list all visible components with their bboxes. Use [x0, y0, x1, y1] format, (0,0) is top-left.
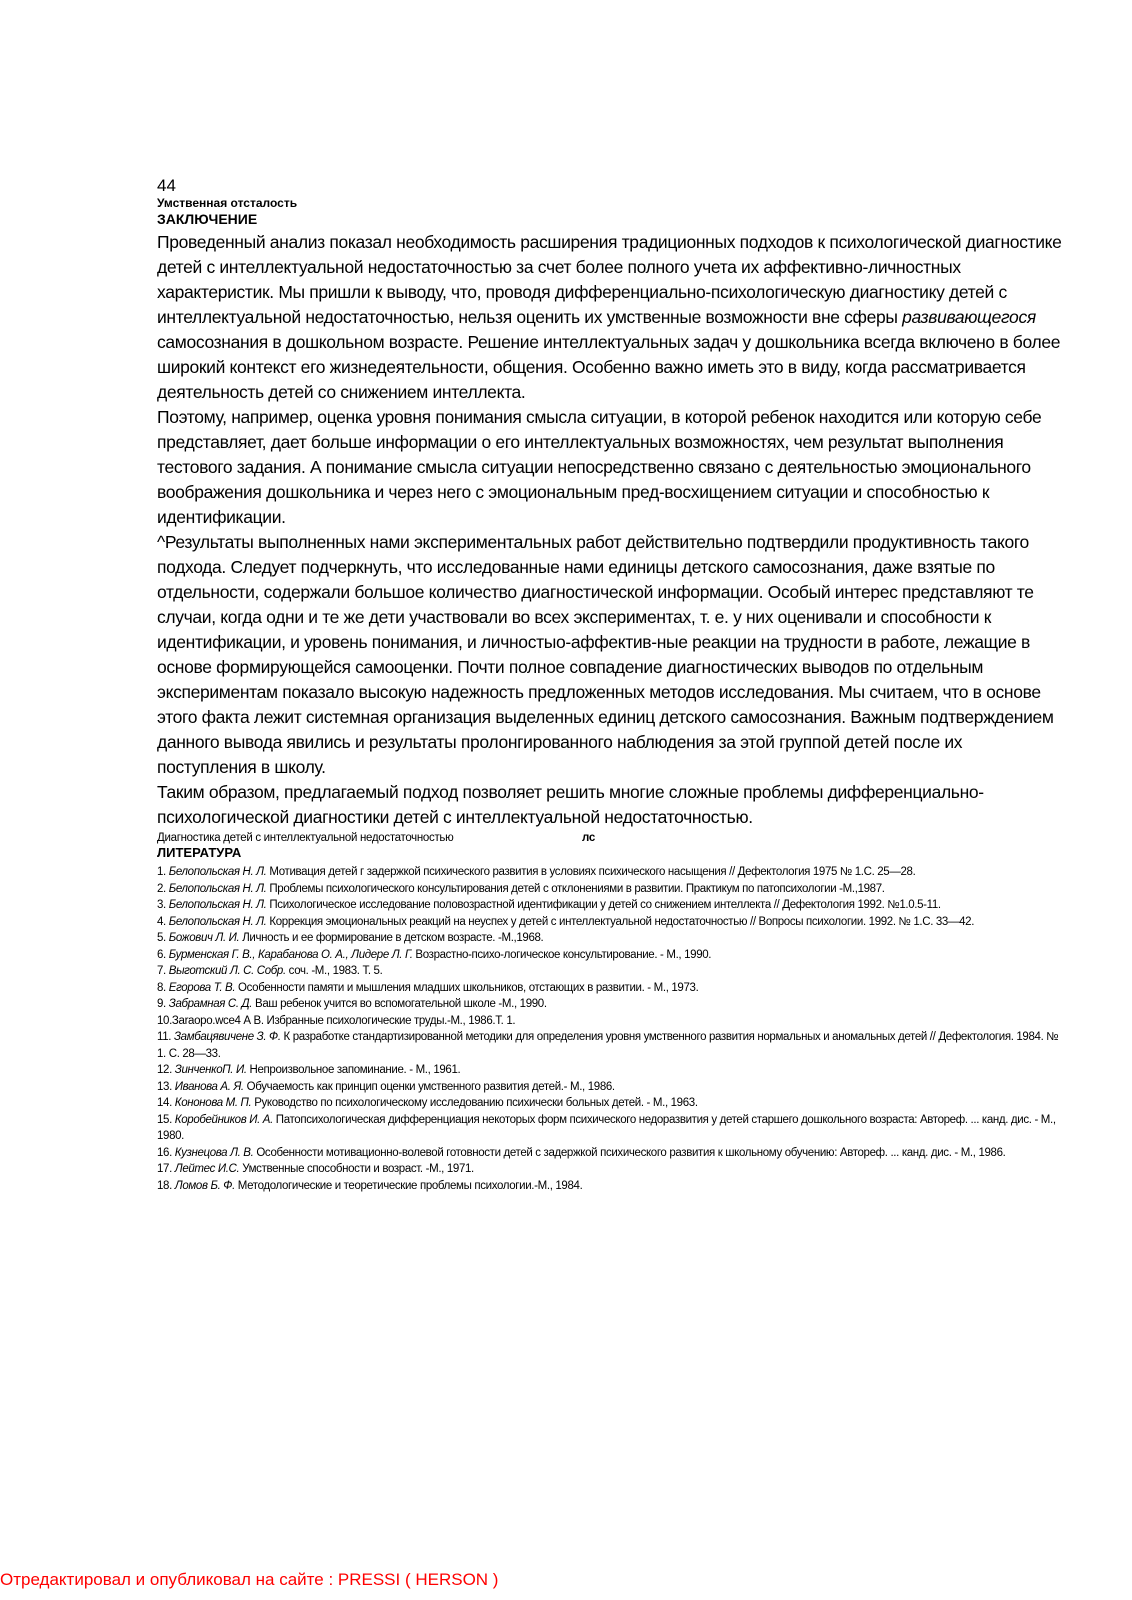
site-credit: Отредактировал и опубликовал на сайте : PRESSI ( HERSON )	[0, 1570, 499, 1589]
reference-item: 9. Забрамная С. Д. Ваш ребенок учится во вспомогательной школе -М., 1990.	[157, 998, 547, 1010]
reference-item: 6. Бурменская Г. В., Карабанова О. А., Лидере Л. Г. Возрастно-психо-логическое консультирование. - М., 1990.	[157, 948, 712, 961]
reference-item: 8. Егорова Т. В. Особенности памяти и мышления младших школьников, отстающих в развитии. - М., 1973.	[157, 981, 699, 994]
reference-item: 12. ЗинченкоП. И. Непроизвольное запоминание. - М., 1961.	[157, 1064, 461, 1076]
reference-item: 5. Божович Л. И. Личность и ее формирование в детском возрасте. -М.,1968.	[157, 932, 544, 944]
paragraph: Поэтому, например, оценка уровня понимания смысла ситуации, в которой ребенок находится или которую себе представляет, дает больше информации о его интеллектуальных возможностях, чем результат выполнения тестового задания. А понимание смысла ситуации непосредственно связано с деятельностью эмоционального воображения дошкольника и через него с эмоциональным пред-восхищением ситуации и способностью к идентификации.	[157, 407, 1042, 527]
reference-item: 18. Ломов Б. Ф. Методологические и теоретические проблемы психологии.-М., 1984.	[157, 1179, 583, 1192]
page-number: 44	[157, 176, 176, 195]
reference-item: 4. Белопольская Н. Л. Коррекция эмоциональных реакций на неуспех у детей с интеллектуальной недостаточностью // Вопросы психологии. 1992. № 1.С. 33—42.	[157, 915, 975, 928]
reference-item: 17. Лейтес И.С. Умственные способности и возраст. -М., 1971.	[157, 1163, 474, 1175]
reference-item: 11. Замбацявичене З. Ф. К разработке стандартизированной методики для определения уровня умственного развития нормальных и аномальных детей // Дефектология. 1984. № 1. С. 28—33.	[157, 1031, 1059, 1060]
footer-mark: лс	[582, 832, 595, 844]
paragraph: Таким образом, предлагаемый подход позволяет решить многие сложные проблемы дифференциально-психологической диагностики детей с интеллектуальной недостаточностью.	[157, 782, 984, 827]
reference-item: 16. Кузнецова Л. В. Особенности мотивационно-волевой готовности детей с задержкой психического развития к школьному обучению: Автореф. ... канд. дис. - М., 1986.	[157, 1146, 1006, 1159]
paragraph: Проведенный анализ показал необходимость расширения традиционных подходов к психологической диагностике детей с интеллектуальной недостаточностью за счет более полного учета их аффективно-личностных характеристик. Мы пришли к выводу, что, проводя дифференциально-психологическую диагностику детей с интеллектуальной недостаточностью, нельзя оценить их умственные возможности вне сферы развивающегося самосознания в дошкольном возрасте. Решение интеллектуальных задач у дошкольника всегда включено в более широкий контекст его жизнедеятельности, общения. Особенно важно иметь это в виду, когда рассматривается деятельность детей со снижением интеллекта.	[157, 232, 1062, 402]
conclusion-body	[157, 230, 1062, 830]
reference-item: 10.Зaraopo.wce4 А В. Избранные психологические труды.-М., 1986.Т. 1.	[157, 1014, 516, 1027]
reference-item: 3. Белопольская Н. Л. Психологическое исследование половозрастной идентификации у детей со снижением интеллекта // Дефектология 1992. №1.0.5-11.	[157, 899, 941, 911]
page-footer	[157, 831, 1062, 845]
section-title: ЗАКЛЮЧЕНИЕ	[157, 211, 258, 227]
reference-item: 7. Выготский Л. С. Собр. соч. -М., 1983. Т. 5.	[157, 965, 383, 977]
paragraph: ^Результаты выполненных нами экспериментальных работ действительно подтвердили продуктивность такого подхода. Следует подчеркнуть, что исследованные нами единицы детского самосознания, даже взятые по отдельности, содержали большое количество диагностической информации. Особый интерес представляют те случаи, когда одни и те же дети участвовали во всех экспериментах, т. е. у них оценивали и способности к идентификации, и уровень понимания, и личностыо-аффектив-ные реакции на трудности в работе, лежащие в основе формирующейся самооценки. Почти полное совпадение диагностических выводов по отдельным экспериментам показало высокую надежность предложенных методов исследования. Мы считаем, что в основе этого факта лежит системная организация выделенных единиц детского самосознания. Важным подтверждением данного вывода явились и результаты пролонгированного наблюдения за этой группой детей после их поступления в школу.	[157, 532, 1054, 777]
footer-book-title: Диагностика детей с интеллектуальной недостаточностью	[157, 832, 454, 844]
reference-item: 1. Белопольская Н. Л. Мотивация детей г задержкой психического развития в условиях психического насыщения // Дефектология 1975 № 1.С. 25—28.	[157, 866, 916, 878]
reference-item: 14. Кононова М. П. Руководство по психологическому исследованию психически больных детей. - М., 1963.	[157, 1097, 698, 1109]
reference-item: 13. Иванова А. Я. Обучаемость как принцип оценки умственного развития детей.- М., 1986.	[157, 1080, 615, 1093]
literature-title: ЛИТЕРАТУРА	[157, 845, 242, 860]
document-page	[157, 176, 1062, 1194]
reference-item: 2. Белопольская Н. Л. Проблемы психологического консультирования детей с отклонениями в развитии. Практикум по патопсихологии -М.,1987.	[157, 882, 885, 895]
reference-list	[157, 864, 1062, 1194]
running-head: Умственная отсталость	[157, 196, 298, 210]
reference-item: 15. Коробейников И. А. Патопсихологическая дифференциация некоторых форм психического недоразвития у детей старшего дошкольного возраста: Автореф. ... канд. дис. - М., 1980.	[157, 1113, 1056, 1142]
